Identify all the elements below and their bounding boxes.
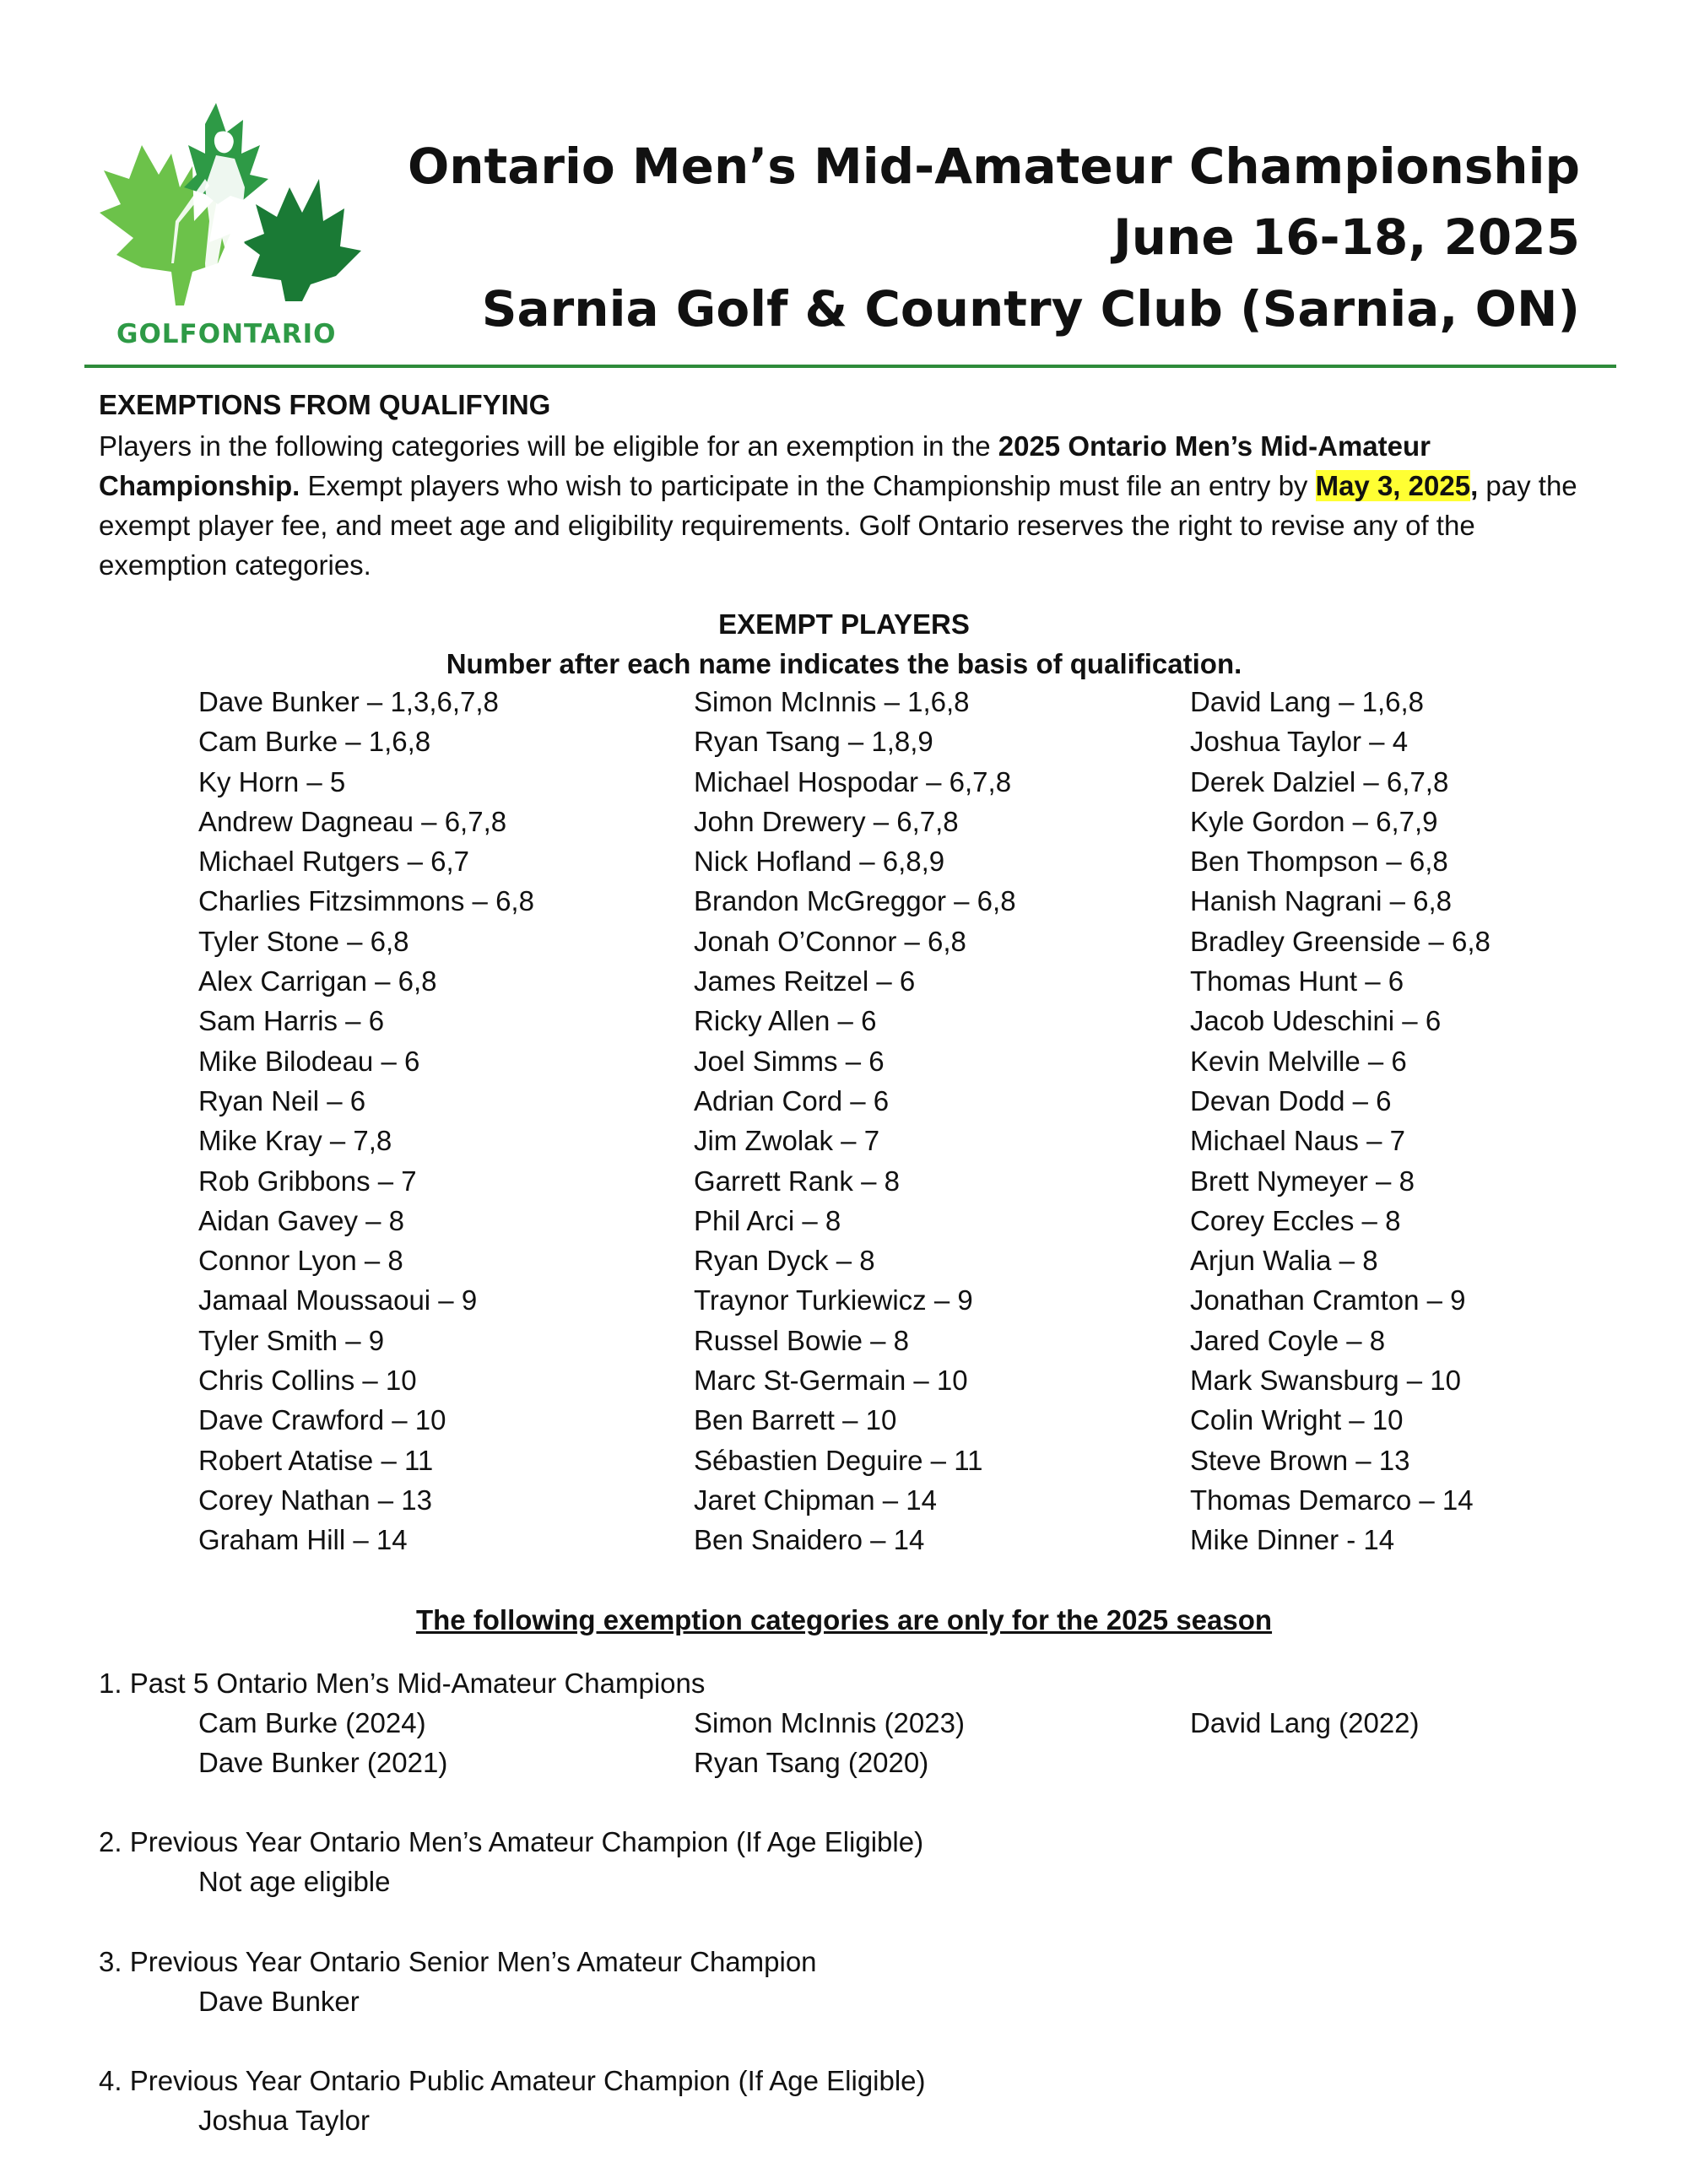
exempt-player: Jaret Chipman – 14 [694, 1484, 937, 1516]
deadline-highlight: May 3, 2025 [1315, 470, 1471, 501]
header-dates: June 16-18, 2025 [1113, 208, 1580, 266]
exempt-player: Jacob Udeschini – 6 [1190, 1005, 1442, 1037]
exempt-player: Brandon McGreggor – 6,8 [694, 885, 1016, 917]
exempt-player: Simon McInnis – 1,6,8 [694, 686, 970, 717]
category-1-item: Cam Burke (2024) [198, 1707, 426, 1738]
intro-paragraph: Players in the following categories will be eligible for an exemption in the 2025 Ontario Men’s Mid-Amateur Championship. Exempt players who wish to participate in the Championship must file an entry by May 3, 2025, pay the exempt player fee, and meet age and eligibility requirements. Golf Ontario reserves the right to revise any of the exemption categories. [99, 430, 1577, 581]
exempt-player: Colin Wright – 10 [1190, 1404, 1404, 1436]
exempt-player: Alex Carrigan – 6,8 [198, 965, 437, 997]
category-1-item: Ryan Tsang (2020) [694, 1747, 929, 1778]
category-1-item: Dave Bunker (2021) [198, 1747, 448, 1778]
exempt-player: Charlies Fitzsimmons – 6,8 [198, 885, 534, 917]
exempt-player: Ben Snaidero – 14 [694, 1524, 925, 1556]
exempt-player: Traynor Turkiewicz – 9 [694, 1284, 973, 1316]
exempt-player: Dave Bunker – 1,3,6,7,8 [198, 686, 499, 717]
exempt-player: Michael Rutgers – 6,7 [198, 846, 469, 878]
maple-leaf-golfer-icon [91, 95, 361, 322]
exempt-player: Mike Bilodeau – 6 [198, 1045, 420, 1077]
exempt-player: Ben Thompson – 6,8 [1190, 846, 1448, 878]
category-4-value: Joshua Taylor [198, 2105, 371, 2136]
exempt-player: Jamaal Moussaoui – 9 [198, 1284, 478, 1316]
exempt-player: Garrett Rank – 8 [694, 1165, 900, 1197]
exempt-player: David Lang – 1,6,8 [1190, 686, 1425, 717]
exempt-player: John Drewery – 6,7,8 [694, 805, 959, 837]
exempt-player: Jonah O’Connor – 6,8 [694, 925, 966, 957]
exempt-player: Aidan Gavey – 8 [198, 1204, 404, 1236]
exempt-column-1 [198, 682, 534, 1560]
category-1-title: 1. Past 5 Ontario Men’s Mid-Amateur Champions [99, 1668, 706, 1699]
exempt-player: Rob Gribbons – 7 [198, 1165, 417, 1197]
exempt-player: Michael Naus – 7 [1190, 1125, 1405, 1157]
exempt-player: Sam Harris – 6 [198, 1005, 385, 1037]
exempt-player: Tyler Smith – 9 [198, 1324, 385, 1356]
exempt-player: Thomas Demarco – 14 [1190, 1484, 1474, 1516]
category-1-item: David Lang (2022) [1190, 1707, 1420, 1738]
exempt-player: James Reitzel – 6 [694, 965, 916, 997]
exempt-title: EXEMPT PLAYERS [718, 608, 970, 640]
exempt-player: Marc St-Germain – 10 [694, 1365, 968, 1397]
exempt-player: Ryan Neil – 6 [198, 1084, 366, 1116]
exempt-player: Jim Zwolak – 7 [694, 1125, 880, 1157]
exempt-player: Jared Coyle – 8 [1190, 1324, 1386, 1356]
exempt-player: Phil Arci – 8 [694, 1204, 841, 1236]
exempt-player: Sébastien Deguire – 11 [694, 1444, 983, 1476]
exempt-player: Ricky Allen – 6 [694, 1005, 877, 1037]
header-venue: Sarnia Golf & Country Club (Sarnia, ON) [481, 280, 1580, 338]
category-4-title: 4. Previous Year Ontario Public Amateur Champion (If Age Eligible) [99, 2065, 926, 2096]
exempt-player: Devan Dodd – 6 [1190, 1084, 1392, 1116]
exempt-player: Russel Bowie – 8 [694, 1324, 909, 1356]
exempt-player: Cam Burke – 1,6,8 [198, 726, 431, 758]
exempt-player: Mark Swansburg – 10 [1190, 1365, 1461, 1397]
exempt-player: Mike Dinner - 14 [1190, 1524, 1395, 1556]
header-divider [84, 365, 1616, 368]
exempt-player: Graham Hill – 14 [198, 1524, 408, 1556]
exempt-player: Bradley Greenside – 6,8 [1190, 925, 1491, 957]
exempt-player: Thomas Hunt – 6 [1190, 965, 1404, 997]
category-2-value: Not age eligible [198, 1866, 391, 1897]
golf-ontario-logo [91, 95, 361, 348]
exempt-player: Hanish Nagrani – 6,8 [1190, 885, 1453, 917]
exempt-player: Ryan Dyck – 8 [694, 1245, 875, 1277]
exempt-column-3 [1190, 682, 1491, 1560]
exempt-player: Mike Kray – 7,8 [198, 1125, 392, 1157]
exempt-player: Chris Collins – 10 [198, 1365, 417, 1397]
exempt-player: Connor Lyon – 8 [198, 1245, 403, 1277]
category-1-item: Simon McInnis (2023) [694, 1707, 965, 1738]
exempt-player: Jonathan Cramton – 9 [1190, 1284, 1466, 1316]
exempt-subtitle: Number after each name indicates the basis of qualification. [446, 648, 1242, 679]
exempt-player: Derek Dalziel – 6,7,8 [1190, 765, 1449, 797]
section-heading: EXEMPTIONS FROM QUALIFYING [99, 389, 551, 420]
exempt-player: Arjun Walia – 8 [1190, 1245, 1378, 1277]
exempt-player: Steve Brown – 13 [1190, 1444, 1410, 1476]
exempt-player: Michael Hospodar – 6,7,8 [694, 765, 1012, 797]
exempt-player: Tyler Stone – 6,8 [198, 925, 409, 957]
exempt-player: Dave Crawford – 10 [198, 1404, 446, 1436]
exempt-player: Nick Hofland – 6,8,9 [694, 846, 945, 878]
categories-heading: The following exemption categories are only for the 2025 season [415, 1604, 1273, 1635]
exempt-column-2 [694, 682, 1016, 1560]
exempt-player: Ryan Tsang – 1,8,9 [694, 726, 933, 758]
exempt-player: Corey Eccles – 8 [1190, 1204, 1401, 1236]
category-3-title: 3. Previous Year Ontario Senior Men’s Amateur Champion [99, 1946, 817, 1977]
exempt-player: Andrew Dagneau – 6,7,8 [198, 805, 507, 837]
exempt-player: Kyle Gordon – 6,7,9 [1190, 805, 1438, 837]
exempt-player: Brett Nymeyer – 8 [1190, 1165, 1415, 1197]
exempt-player: Adrian Cord – 6 [694, 1084, 890, 1116]
exempt-player: Corey Nathan – 13 [198, 1484, 433, 1516]
logo-wordmark: GOLFONTARIO [116, 319, 337, 349]
exempt-player: Ky Horn – 5 [198, 765, 346, 797]
exempt-player: Ben Barrett – 10 [694, 1404, 897, 1436]
header-title: Ontario Men’s Mid-Amateur Championship [407, 138, 1580, 195]
exempt-player: Joshua Taylor – 4 [1190, 726, 1409, 758]
category-3-value: Dave Bunker [198, 1986, 360, 2017]
exempt-player: Kevin Melville – 6 [1190, 1045, 1407, 1077]
exempt-player: Robert Atatise – 11 [198, 1444, 434, 1476]
exempt-player: Joel Simms – 6 [694, 1045, 885, 1077]
category-2-title: 2. Previous Year Ontario Men’s Amateur Champion (If Age Eligible) [99, 1826, 924, 1857]
